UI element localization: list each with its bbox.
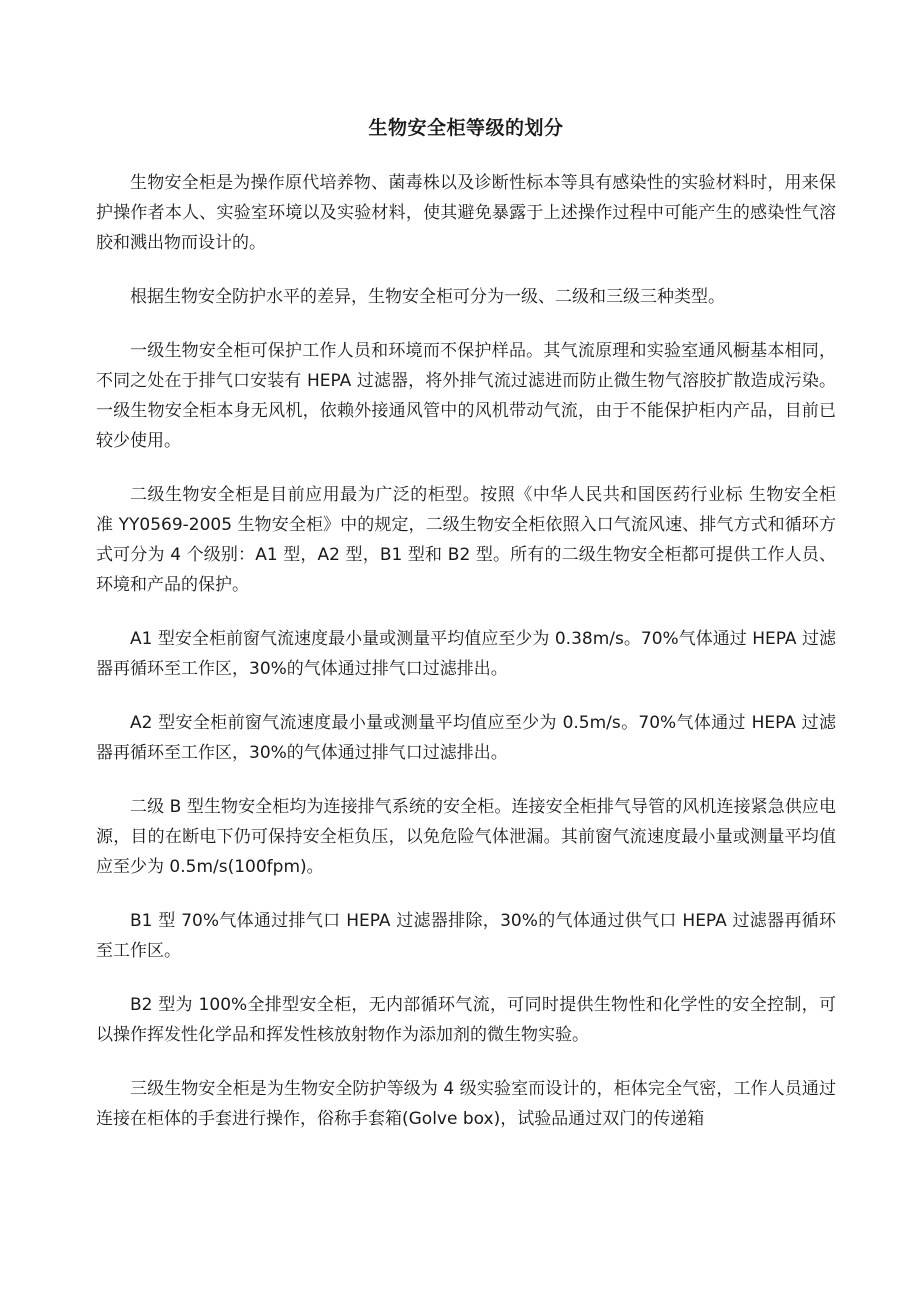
paragraph-type-b2: B2 型为 100%全排型安全柜，无内部循环气流，可同时提供生物性和化学性的安全控制，可以操作挥发性化学品和挥发性核放射物作为添加剂的微生物实验。 — [96, 995, 836, 1045]
paragraph-intro: 生物安全柜是为操作原代培养物、菌毒株以及诊断性标本等具有感染性的实验材料时，用来保护操作者本人、实验室环境以及实验材料，使其避免暴露于上述操作过程中可能产生的感染性气溶胶和溅出物而设计的。 — [96, 173, 836, 253]
paragraph-classification: 根据生物安全防护水平的差异，生物安全柜可分为一级、二级和三级三种类型。 — [130, 287, 725, 307]
paragraph-type-b1: B1 型 70%气体通过排气口 HEPA 过滤器排除，30%的气体通过供气口 HEPA 过滤器再循环至工作区。 — [96, 911, 836, 961]
document-page — [96, 112, 836, 1134]
paragraph-type-a1: A1 型安全柜前窗气流速度最小量或测量平均值应至少为 0.38m/s。70%气体通过 HEPA 过滤器再循环至工作区，30%的气体通过排气口过滤排出。 — [96, 629, 836, 679]
paragraph-class-two: 二级生物安全柜是目前应用最为广泛的柜型。按照《中华人民共和国医药行业标 生物安全柜 准 YY0569-2005 生物安全柜》中的规定，二级生物安全柜依照入口气流风速、排气方式和循环方式可分为 4 个级别：A1 型，A2 型，B1 型和 B2 型。所有的二级生物安全柜都可提供工作人员、环境和产品的保护。 — [96, 485, 836, 595]
document-title: 生物安全柜等级的划分 — [368, 117, 564, 139]
paragraph-class-three: 三级生物安全柜是为生物安全防护等级为 4 级实验室而设计的，柜体完全气密，工作人员通过连接在柜体的手套进行操作，俗称手套箱(Golve box)，试验品通过双门的传递箱 — [96, 1079, 836, 1129]
paragraph-type-b: 二级 B 型生物安全柜均为连接排气系统的安全柜。连接安全柜排气导管的风机连接紧急供应电源，目的在断电下仍可保持安全柜负压，以免危险气体泄漏。其前窗气流速度最小量或测量平均值应至少为 0.5m/s(100fpm)。 — [96, 797, 836, 877]
paragraph-type-a2: A2 型安全柜前窗气流速度最小量或测量平均值应至少为 0.5m/s。70%气体通过 HEPA 过滤器再循环至工作区，30%的气体通过排气口过滤排出。 — [96, 713, 836, 763]
paragraph-class-one: 一级生物安全柜可保护工作人员和环境而不保护样品。其气流原理和实验室通风橱基本相同，不同之处在于排气口安装有 HEPA 过滤器，将外排气流过滤进而防止微生物气溶胶扩散造成污染。一级生物安全柜本身无风机，依赖外接通风管中的风机带动气流，由于不能保护柜内产品，目前已较少使用。 — [96, 341, 836, 451]
